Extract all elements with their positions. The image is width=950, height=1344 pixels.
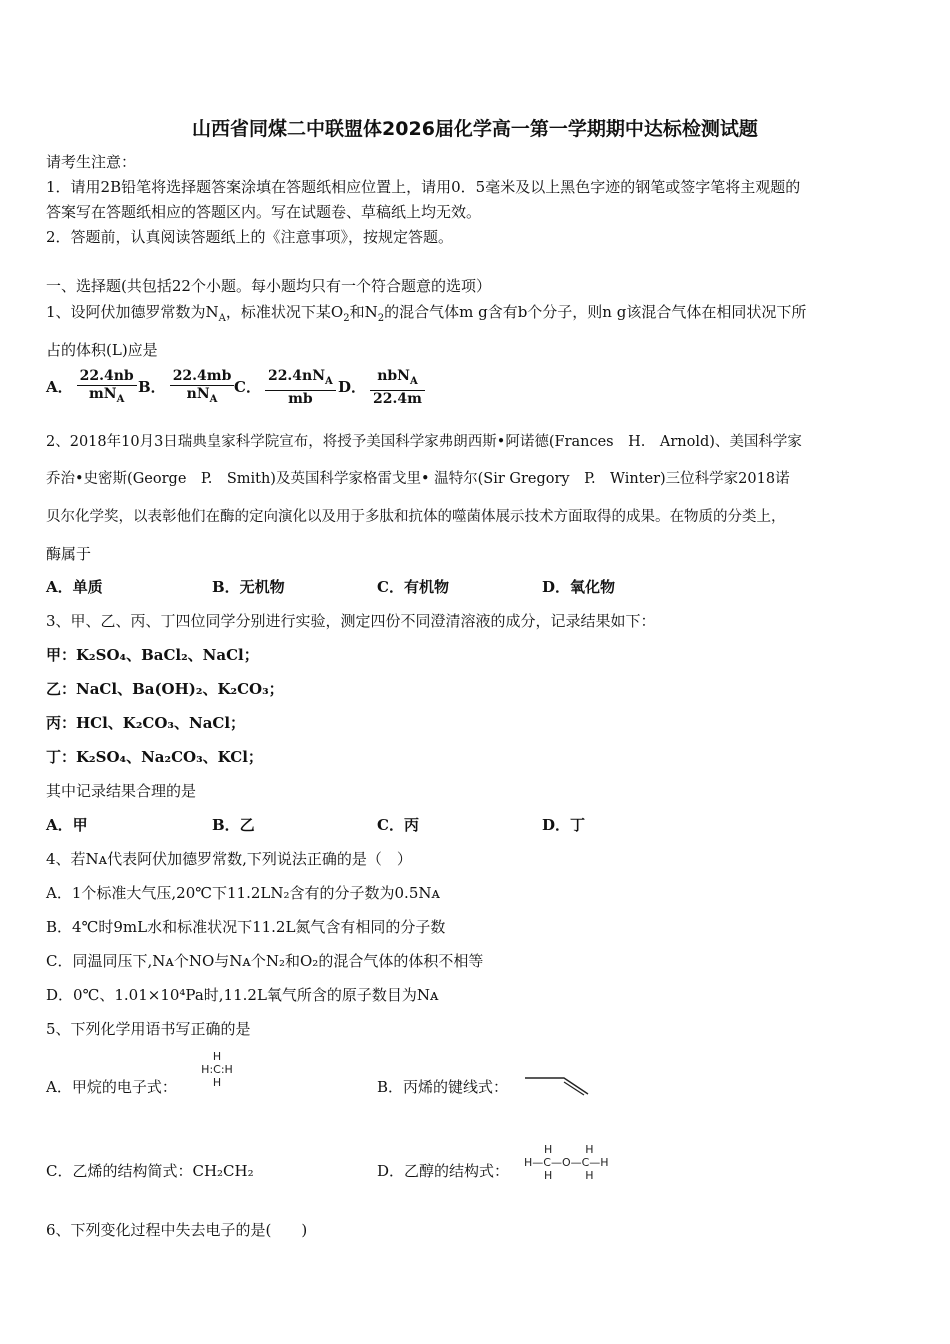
question-5-line-1: 5、下列化学用语书写正确的是 [46,1020,251,1038]
notice-line-2: 答案写在答题纸相应的答题区内。写在试题卷、草稿纸上均无效。 [46,203,482,221]
question-2-line-1: 2、2018年10月3日瑞典皇家科学院宣布，将授予美国科学家弗朗西斯•阿诺德(Frances H. Arnold)、美国科学家 [46,434,802,450]
q4-option-b: B．4℃时9mL水和标准状况下11.2L氮气含有相同的分子数 [46,918,446,936]
question-2-line-2: 乔治•史密斯(George P. Smith)及英国科学家格雷戈里• 温特尔(Sir Gregory P. Winter)三位科学家2018诺 [46,471,790,487]
q3-record-yi: 乙：NaCl、Ba(OH)₂、K₂CO₃； [46,680,284,698]
question-2-line-4: 酶属于 [46,545,92,563]
q3-option-b: B．乙 [212,816,255,834]
q2-option-a: A．单质 [46,578,103,596]
propene-skeletal-formula [522,1070,594,1098]
q2-option-b: B．无机物 [212,578,285,596]
page-title: 山西省同煤二中联盟体2026届化学高一第一学期期中达标检测试题 [192,118,758,140]
q4-option-a: A．1个标准大气压,20℃下11.2LN₂含有的分子数为0.5Nᴀ [46,884,440,902]
q5-option-b: B．丙烯的键线式： [377,1078,509,1096]
methane-electron-formula: H H:C:H H [201,1050,233,1089]
notice-line-1: 1．请用2B铅笔将选择题答案涂填在答题纸相应位置上，请用0．5毫米及以上黑色字迹的钢笔或签字笔将主观题的 [46,178,801,196]
section-heading: 一、选择题(共包括22个小题。每小题均只有一个符合题意的选项） [46,277,491,295]
question-1-line-2: 占的体积(L)应是 [46,341,158,359]
question-1-line-1: 1、设阿伏加德罗常数为$N_A$，标准状况下某$O_2$和$N_2$的混合气体m g含有b个分子，则n g该混合气体在相同状况下所 [46,303,807,324]
q3-record-bing: 丙：HCl、K₂CO₃、NaCl； [46,714,246,732]
q5-option-a: A．甲烷的电子式： [46,1078,177,1096]
question-4-line-1: 4、若Nᴀ代表阿伏加德罗常数,下列说法正确的是（ ） [46,850,412,868]
q1-option-d: D． $\frac{nbN_A}{22.4m}$ [338,368,429,408]
q2-option-d: D．氧化物 [542,578,616,596]
q1-option-b: B． $\frac{22.4mb}{nN_A}$ [138,368,238,408]
question-3-ask: 其中记录结果合理的是 [46,782,197,800]
q5-option-d: D．乙醇的结构式： [377,1162,510,1180]
notice-line-3: 2．答题前，认真阅读答题纸上的《注意事项》，按规定答题。 [46,228,454,246]
question-2-line-3: 贝尔化学奖，以表彰他们在酶的定向演化以及用于多肽和抗体的噬菌体展示技术方面取得的成果。在物质的分类上， [46,509,786,525]
q4-option-c: C．同温同压下,Nᴀ个NO与Nᴀ个N₂和O₂的混合气体的体积不相等 [46,952,484,970]
q2-option-c: C．有机物 [377,578,449,596]
q3-record-ding: 丁：K₂SO₄、Na₂CO₃、KCl； [46,748,263,766]
q4-option-d: D．0℃、1.01×10⁴Pa时,11.2L氧气所含的原子数目为Nᴀ [46,986,439,1004]
ethanol-structural-formula: H H H—C—O—C—H H H [524,1143,609,1182]
q1-option-a: A． $\frac{22.4nb}{mN_A}$ [46,368,141,408]
q3-record-jia: 甲：K₂SO₄、BaCl₂、NaCl； [46,646,259,664]
q3-option-c: C．丙 [377,816,419,834]
notice-heading: 请考生注意： [46,153,137,171]
q5-option-c: C．乙烯的结构简式：CH₂CH₂ [46,1162,254,1180]
question-6-line-1: 6、下列变化过程中失去电子的是( ) [46,1221,308,1239]
question-3-line-1: 3、甲、乙、丙、丁四位同学分别进行实验，测定四份不同澄清溶液的成分，记录结果如下： [46,612,656,630]
q3-option-a: A．甲 [46,816,88,834]
q1-option-c: C． $\frac{22.4nN_A}{mb}$ [234,368,340,408]
q3-option-d: D．丁 [542,816,586,834]
